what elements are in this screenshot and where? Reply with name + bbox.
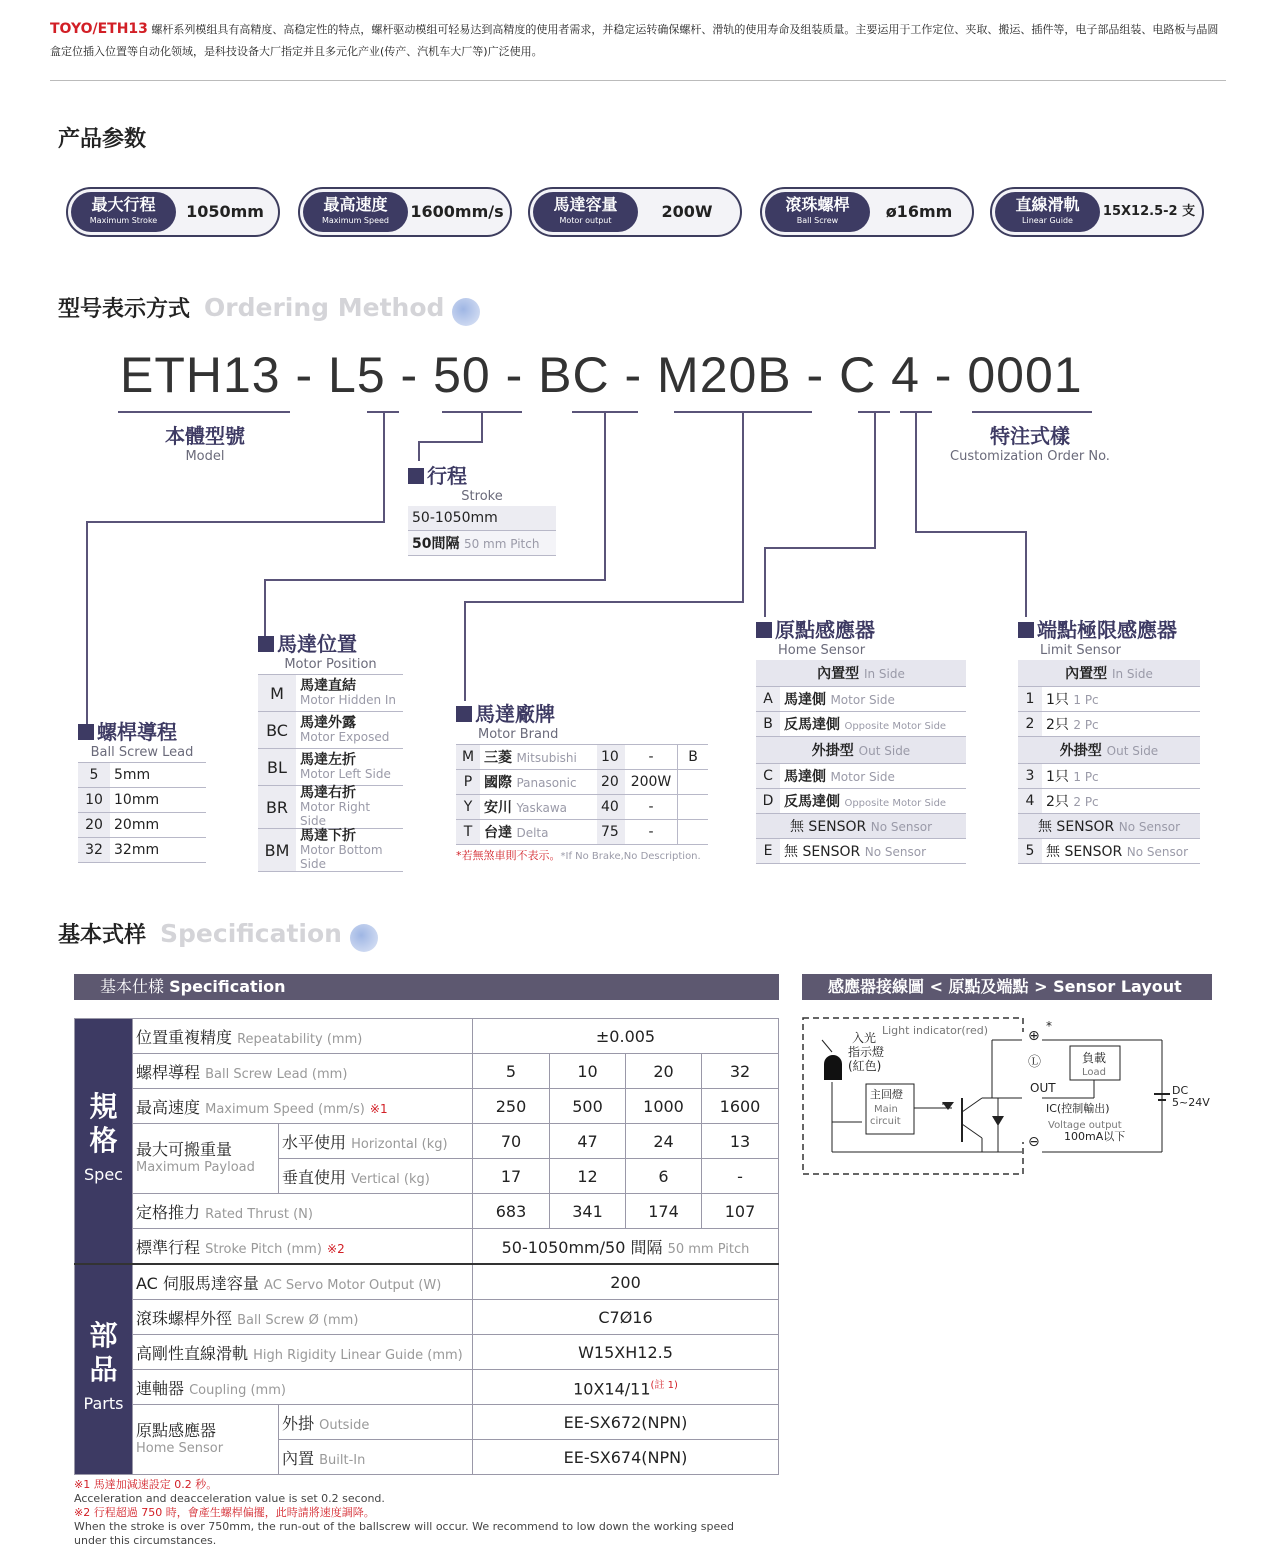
pill-label-en: Motor output: [559, 216, 612, 225]
stroke-pitch: 50間隔: [412, 536, 460, 552]
bubble-icon: [350, 924, 378, 952]
pill-label-en: Maximum Stroke: [89, 216, 158, 225]
home-sensor-title: 原點感應器: [775, 618, 875, 642]
connector: [764, 547, 766, 617]
pill-label: 直線滑軌: [1015, 195, 1080, 214]
pill-value: 15X12.5-2 支: [1102, 204, 1196, 219]
square-icon: [78, 724, 94, 740]
load-label: 負載: [1082, 1051, 1107, 1065]
light-indicator-label: Light indicator(red): [882, 1024, 988, 1037]
table-row: BM 馬達下折 Motor Bottom Side: [258, 829, 403, 872]
custom-label-en: Customization Order No.: [950, 449, 1110, 464]
connector: [383, 413, 385, 523]
sensor-diagram: [802, 1012, 1222, 1182]
spec-bar: [74, 974, 779, 1000]
connector: [915, 413, 917, 533]
brake-note-en: *If No Brake,No Description.: [560, 851, 701, 862]
pill-value: 1050mm: [186, 202, 264, 221]
spec-bar-zh: 基本仕樣: [100, 977, 165, 996]
note-2-en: When the stroke is over 750mm, the run-out of the ballscrew will occur. We recommend to low down the working speed under this circumstances.: [74, 1520, 734, 1547]
ordering-title-en: Ordering Method: [204, 293, 445, 322]
diode-icon: [942, 1102, 954, 1110]
underline-custom: [972, 411, 1092, 413]
terminal-bar: [1022, 1032, 1028, 1142]
connector: [1025, 531, 1027, 617]
table-row: 定格推力 Rated Thrust (N) 683 341 174 107: [75, 1194, 779, 1229]
in-light-label: 入光: [852, 1031, 877, 1045]
note-1: ※1 馬達加減速設定 0.2 秒。: [74, 1478, 218, 1491]
connector: [86, 521, 88, 731]
pill-label-en: Maximum Speed: [321, 216, 390, 225]
table-row: 連軸器 Coupling (mm) $10X14/11^{(註 1)}$: [75, 1370, 779, 1405]
table-row: BL 馬達左折 Motor Left Side: [258, 749, 403, 786]
square-icon: [1018, 622, 1034, 638]
red-label: (紅色): [848, 1059, 882, 1073]
pill-label-en: Ball Screw: [796, 216, 839, 225]
motor-position-subtitle: Motor Position: [284, 657, 377, 672]
intro-text: [50, 18, 1225, 63]
connector: [764, 547, 876, 549]
stroke-subtitle: Stroke: [461, 489, 503, 504]
table-row: M 三菱 Mitsubishi 10 - B: [456, 745, 708, 770]
limit-sensor-subtitle: Limit Sensor: [1040, 643, 1121, 658]
minus-terminal: ⊖: [1028, 1134, 1040, 1150]
table-row: 原點感應器 Home Sensor 外掛 Outside EE-SX672(NPN): [75, 1405, 779, 1440]
param-pill-stroke: [66, 187, 280, 237]
ordering-title: 型号表示方式: [58, 297, 191, 322]
table-row: 10 10mm: [78, 788, 206, 813]
table-row: 垂直使用 Vertical (kg) 17 12 6 -: [75, 1159, 779, 1194]
ic-label: IC(控制輸出): [1046, 1102, 1110, 1115]
param-pill-guide: [990, 187, 1204, 237]
dc-voltage: 5~24V: [1172, 1096, 1210, 1109]
connector: [418, 441, 483, 443]
dc-label: DC: [1172, 1084, 1189, 1097]
stroke-group: [408, 460, 556, 556]
custom-label: [940, 420, 1120, 464]
table-row: 高剛性直線滑軌 High Rigidity Linear Guide (mm) W15XH12.5: [75, 1335, 779, 1370]
limit-sensor-group: 端點極限感應器 Limit Sensor 內置型 In Side 1 1只 1 Pc 2 2只 2 Pc 外掛型 Out Side 3 1只 1 Pc 4 2只 2 Pc 無 SENSOR No Sensor 5 無 SENSOR No Sensor: [1018, 614, 1200, 864]
brake-note: *若無煞車則不表示。: [456, 849, 561, 862]
table-row: 內置 Built-In EE-SX674(NPN): [75, 1440, 779, 1475]
spec-title-en: Specification: [160, 919, 342, 948]
connector: [915, 531, 1027, 533]
pill-value: ø16mm: [885, 202, 953, 221]
main-en-2: circuit: [870, 1116, 901, 1127]
divider: [50, 80, 1226, 81]
table-row: 20 20mm: [78, 813, 206, 838]
home-sensor-group: 原點感應器 Home Sensor 內置型 In Side A 馬達側 Motor Side B 反馬達側 Opposite Motor Side 外掛型 Out Side C 馬達側 Motor Side D 反馬達側 Opposite Motor Side 無 SENSOR No Sensor E 無 SENSOR No Sensor: [756, 614, 966, 864]
main-circuit-label: 主回燈: [870, 1088, 903, 1101]
pill-value: 200W: [661, 202, 713, 221]
connector: [264, 579, 606, 581]
spec-title: 基本式样: [58, 923, 147, 948]
table-row: 螺桿導程 Ball Screw Lead (mm) 5 10 20 32: [75, 1054, 779, 1089]
pill-label: 最高速度: [323, 195, 388, 214]
intro-description: 螺杆系列模组具有高精度、高稳定性的特点，螺杆驱动模组可轻易达到高精度的使用者需求，并稳定运转确保螺杆、滑轨的使用寿命及组装质量。主要运用于工作定位、夹取、搬运、插件等，电子部品组装、电路板与晶圆盒定位插入位置等自动化领域，是科技设备大厂指定并且多元化产业(传产、汽机车大厂等)广泛使用。: [50, 23, 1219, 58]
pill-value: 1600mm/s: [410, 202, 504, 221]
connector: [481, 413, 483, 443]
out-terminal: OUT: [1030, 1081, 1056, 1095]
table-row: 標準行程 Stroke Pitch (mm) ※2 50-1050mm/50 間隔 50 mm Pitch: [75, 1229, 779, 1265]
table-row: BC 馬達外露 Motor Exposed: [258, 712, 403, 749]
square-icon: [756, 622, 772, 638]
voltage-output-label: Voltage output: [1048, 1120, 1122, 1131]
parts-head: 部 品 Parts: [75, 1264, 133, 1475]
table-row: 部 品 Parts AC 伺服馬達容量 AC Servo Motor Output (W) 200: [75, 1264, 779, 1300]
table-row: 最高速度 Maximum Speed (mm/s) ※1 250 500 1000 1600: [75, 1089, 779, 1124]
table-row: 規 格 Spec 位置重複精度 Repeatability (mm) ±0.005: [75, 1019, 779, 1054]
table-row: BR 馬達右折 Motor Right Side: [258, 786, 403, 829]
table-row: D 反馬達側 Opposite Motor Side: [756, 789, 966, 814]
voltage-output-value: 100mA以下: [1064, 1130, 1126, 1143]
connector: [742, 413, 744, 603]
main-en-1: Main: [874, 1104, 898, 1115]
motor-position-group: [258, 628, 403, 872]
table-row: E 無 SENSOR No Sensor: [756, 839, 966, 864]
table-row: 最大可搬重量 Maximum Payload 水平使用 Horizontal (kg) 70 47 24 13: [75, 1124, 779, 1159]
bubble-icon: [452, 298, 480, 326]
table-row: B 反馬達側 Opposite Motor Side: [756, 712, 966, 737]
limit-sensor-title: 端點極限感應器: [1037, 618, 1177, 642]
connector: [604, 413, 606, 581]
table-row: 5 無 SENSOR No Sensor: [1018, 839, 1200, 864]
spec-title-row: [58, 918, 378, 952]
connector: [418, 441, 420, 461]
table-row: 4 2只 2 Pc: [1018, 789, 1200, 814]
table-row: A 馬達側 Motor Side: [756, 687, 966, 712]
home-sensor-subtitle: Home Sensor: [778, 643, 866, 658]
model-label-en: Model: [185, 449, 225, 464]
note-1-en: Acceleration and deacceleration value is set 0.2 second.: [74, 1492, 385, 1505]
motor-brand-group: [456, 698, 708, 863]
pill-label-en: Linear Guide: [1022, 216, 1073, 225]
l-terminal: Ⓛ: [1028, 1055, 1042, 1070]
sensor-bar: 感應器接線圖 < 原點及端點 > Sensor Layout: [802, 974, 1212, 1000]
param-pill-motor: [528, 187, 742, 237]
model-label: [130, 420, 280, 464]
table-row: 32 32mm: [78, 838, 206, 863]
pill-label: 馬達容量: [553, 195, 618, 214]
brand-name: TOYO/ETH13: [50, 21, 148, 37]
model-label-zh: 本體型號: [165, 424, 245, 448]
lead-title: 螺桿導程: [97, 720, 177, 744]
table-row: M 馬達直結 Motor Hidden In: [258, 675, 403, 712]
spec-bar-en: Specification: [169, 977, 286, 996]
connector: [874, 413, 876, 549]
table-row: 滾珠螺桿外徑 Ball Screw Ø (mm) C7Ø16: [75, 1300, 779, 1335]
spec-table: [74, 1018, 779, 1475]
table-row: T 台達 Delta 75 -: [456, 820, 708, 845]
param-pill-screw: [760, 187, 974, 237]
lead-group: [78, 716, 206, 863]
table-row: 1 1只 1 Pc: [1018, 687, 1200, 712]
params-title: 产品参数: [58, 127, 147, 152]
table-row: C 馬達側 Motor Side: [756, 764, 966, 789]
pill-label: 最大行程: [91, 195, 156, 214]
ordering-title-row: [58, 292, 480, 326]
motor-brand-subtitle: Motor Brand: [478, 727, 559, 742]
connector: [464, 601, 466, 701]
square-icon: [258, 636, 274, 652]
load-label-en: Load: [1082, 1067, 1106, 1078]
connector: [86, 521, 385, 523]
motor-position-title: 馬達位置: [277, 632, 357, 656]
arrow-icon: [822, 1040, 832, 1052]
star-mark: *: [1046, 1019, 1052, 1033]
square-icon: [456, 706, 472, 722]
indicator-label: 指示燈: [848, 1045, 885, 1059]
stroke-range: 50-1050mm: [408, 506, 556, 531]
connector: [464, 601, 744, 603]
param-pill-speed: [298, 187, 512, 237]
spec-head: 規 格 Spec: [75, 1019, 133, 1265]
spec-notes: [74, 1478, 764, 1548]
square-icon: [408, 468, 424, 484]
note-2: ※2 行程超過 750 時，會產生螺桿偏擺，此時請將速度調降。: [74, 1506, 375, 1519]
lead-subtitle: Ball Screw Lead: [90, 745, 194, 760]
custom-label-zh: 特注式樣: [990, 424, 1070, 448]
motor-brand-title: 馬達廠牌: [475, 702, 555, 726]
led-icon: [824, 1055, 842, 1080]
table-row: Y 安川 Yaskawa 40 -: [456, 795, 708, 820]
pill-label: 滾珠螺桿: [785, 195, 850, 214]
table-row: P 國際 Panasonic 20 200W: [456, 770, 708, 795]
underline-model: [118, 411, 290, 413]
table-row: 2 2只 2 Pc: [1018, 712, 1200, 737]
table-row: 3 1只 1 Pc: [1018, 764, 1200, 789]
stroke-pitch-en: 50 mm Pitch: [463, 537, 540, 551]
plus-terminal: ⊕: [1028, 1028, 1040, 1044]
stroke-title: 行程: [427, 464, 467, 488]
model-code: ETH13 - L5 - 50 - BC - M20B - C 4 - 0001: [120, 347, 1083, 403]
table-row: 5 5mm: [78, 763, 206, 788]
